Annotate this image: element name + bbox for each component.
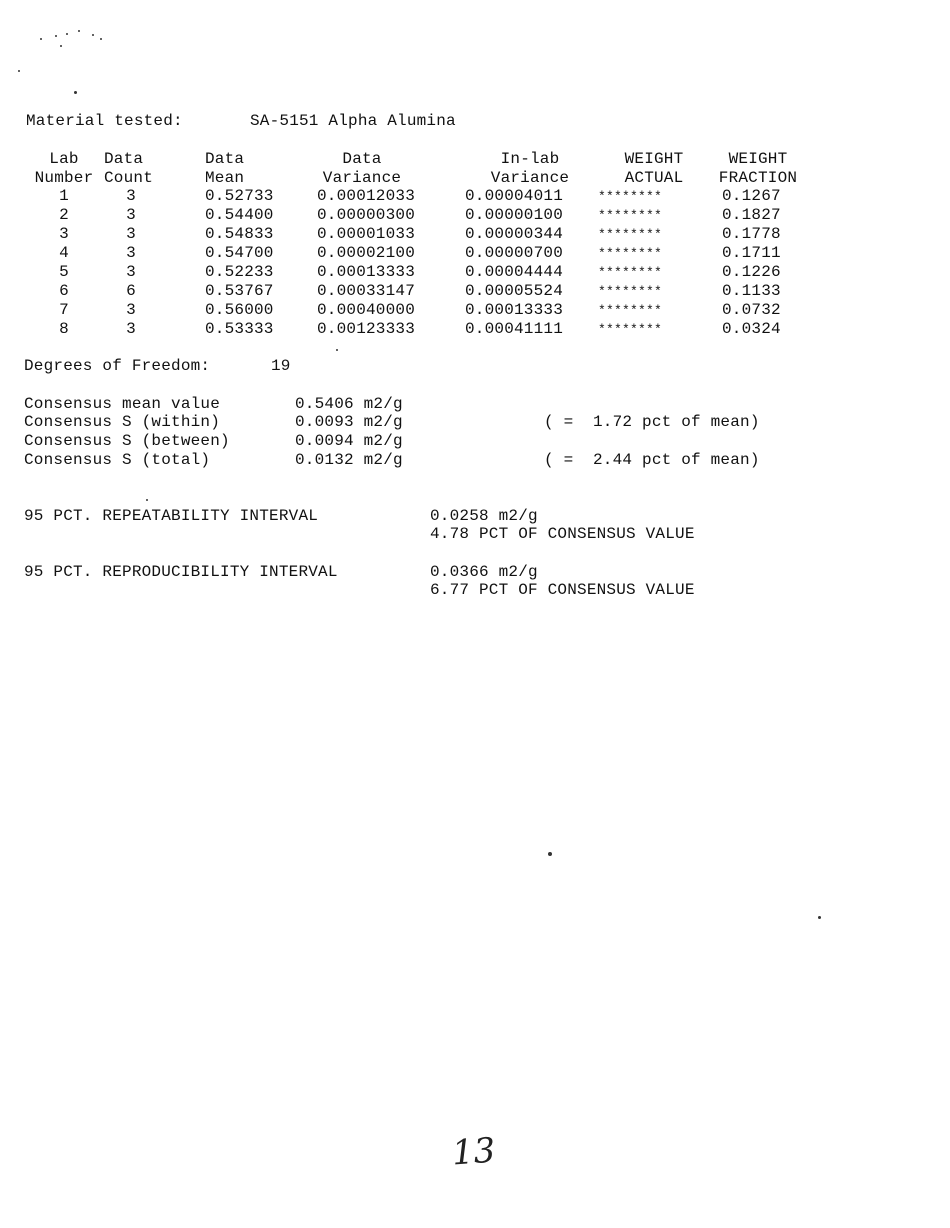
scan-speck xyxy=(548,852,552,856)
cell-inlab-variance: 0.00000100 xyxy=(465,206,564,224)
header-variance-1: Data xyxy=(342,150,382,168)
scan-speck xyxy=(40,38,42,40)
header-weight-actual-1: WEIGHT xyxy=(624,150,684,168)
cell-mean: 0.56000 xyxy=(205,301,274,319)
cell-weight-fraction: 0.1827 xyxy=(722,206,781,224)
cell-inlab-variance: 0.00000700 xyxy=(465,244,564,262)
consensus-label: Consensus S (between) xyxy=(24,432,230,450)
scan-speck xyxy=(92,34,94,36)
cell-variance: 0.00000300 xyxy=(317,206,416,224)
consensus-value: 0.5406 m2/g xyxy=(295,395,403,413)
cell-inlab-variance: 0.00013333 xyxy=(465,301,564,319)
cell-count: 6 xyxy=(126,282,136,300)
cell-inlab-variance: 0.00005524 xyxy=(465,282,564,300)
cell-count: 3 xyxy=(126,225,136,243)
consensus-label: Consensus S (total) xyxy=(24,451,211,469)
scan-speck xyxy=(55,35,57,37)
dof-value: 19 xyxy=(271,357,291,375)
cell-weight-actual: ******** xyxy=(598,227,663,242)
consensus-note: ( = 1.72 pct of mean) xyxy=(544,413,760,431)
header-lab-1: Lab xyxy=(49,150,79,168)
cell-inlab-variance: 0.00041111 xyxy=(465,320,564,338)
cell-lab: 3 xyxy=(59,225,69,243)
cell-variance: 0.00001033 xyxy=(317,225,416,243)
consensus-label: Consensus S (within) xyxy=(24,413,221,431)
cell-mean: 0.52733 xyxy=(205,187,274,205)
cell-weight-actual: ******** xyxy=(598,303,663,318)
cell-mean: 0.54700 xyxy=(205,244,274,262)
cell-lab: 1 xyxy=(59,187,69,205)
cell-mean: 0.54833 xyxy=(205,225,274,243)
cell-weight-actual: ******** xyxy=(598,322,663,337)
header-lab-2: Number xyxy=(34,169,94,187)
cell-mean: 0.52233 xyxy=(205,263,274,281)
scan-speck xyxy=(18,70,20,72)
page-number: 13 xyxy=(450,1130,497,1174)
cell-variance: 0.00033147 xyxy=(317,282,416,300)
header-mean-2: Mean xyxy=(205,169,245,187)
scan-speck xyxy=(78,30,80,32)
cell-weight-fraction: 0.1711 xyxy=(722,244,781,262)
header-weight-fraction-2: FRACTION xyxy=(718,169,798,187)
consensus-value: 0.0132 m2/g xyxy=(295,451,403,469)
cell-weight-actual: ******** xyxy=(598,246,663,261)
scan-speck xyxy=(60,45,62,47)
repeatability-value: 0.0258 m2/g xyxy=(430,507,538,525)
cell-variance: 0.00013333 xyxy=(317,263,416,281)
consensus-note: ( = 2.44 pct of mean) xyxy=(544,451,760,469)
cell-count: 3 xyxy=(126,301,136,319)
consensus-label: Consensus mean value xyxy=(24,395,221,413)
cell-weight-fraction: 0.1133 xyxy=(722,282,781,300)
header-weight-fraction-1: WEIGHT xyxy=(728,150,788,168)
cell-weight-fraction: 0.0732 xyxy=(722,301,781,319)
header-count-1: Data xyxy=(104,150,144,168)
cell-lab: 4 xyxy=(59,244,69,262)
dof-label: Degrees of Freedom: xyxy=(24,357,211,375)
cell-variance: 0.00002100 xyxy=(317,244,416,262)
cell-mean: 0.53767 xyxy=(205,282,274,300)
cell-weight-actual: ******** xyxy=(598,208,663,223)
cell-lab: 7 xyxy=(59,301,69,319)
cell-lab: 8 xyxy=(59,320,69,338)
cell-count: 3 xyxy=(126,206,136,224)
cell-count: 3 xyxy=(126,263,136,281)
scan-speck xyxy=(336,349,338,351)
scan-speck xyxy=(66,33,68,35)
header-inlab-2: Variance xyxy=(490,169,570,187)
material-value: SA-5151 Alpha Alumina xyxy=(250,112,456,130)
cell-variance: 0.00040000 xyxy=(317,301,416,319)
scan-speck xyxy=(818,916,821,919)
scan-speck xyxy=(100,38,102,40)
cell-count: 3 xyxy=(126,320,136,338)
cell-variance: 0.00012033 xyxy=(317,187,416,205)
header-mean-1: Data xyxy=(205,150,245,168)
consensus-value: 0.0093 m2/g xyxy=(295,413,403,431)
reproducibility-pct: 6.77 PCT OF CONSENSUS VALUE xyxy=(430,581,695,599)
cell-weight-fraction: 0.1267 xyxy=(722,187,781,205)
cell-count: 3 xyxy=(126,187,136,205)
scan-speck xyxy=(74,91,77,94)
cell-lab: 2 xyxy=(59,206,69,224)
cell-variance: 0.00123333 xyxy=(317,320,416,338)
header-variance-2: Variance xyxy=(322,169,402,187)
material-label: Material tested: xyxy=(26,112,183,130)
repeatability-label: 95 PCT. REPEATABILITY INTERVAL xyxy=(24,507,319,525)
reproducibility-value: 0.0366 m2/g xyxy=(430,563,538,581)
cell-mean: 0.53333 xyxy=(205,320,274,338)
cell-mean: 0.54400 xyxy=(205,206,274,224)
consensus-value: 0.0094 m2/g xyxy=(295,432,403,450)
header-count-2: Count xyxy=(104,169,154,187)
scan-speck xyxy=(146,499,148,501)
cell-inlab-variance: 0.00004444 xyxy=(465,263,564,281)
cell-lab: 6 xyxy=(59,282,69,300)
cell-weight-fraction: 0.1226 xyxy=(722,263,781,281)
cell-inlab-variance: 0.00004011 xyxy=(465,187,564,205)
repeatability-pct: 4.78 PCT OF CONSENSUS VALUE xyxy=(430,525,695,543)
cell-lab: 5 xyxy=(59,263,69,281)
header-inlab-1: In-lab xyxy=(500,150,560,168)
cell-weight-actual: ******** xyxy=(598,265,663,280)
cell-weight-actual: ******** xyxy=(598,189,663,204)
cell-count: 3 xyxy=(126,244,136,262)
cell-weight-fraction: 0.1778 xyxy=(722,225,781,243)
cell-inlab-variance: 0.00000344 xyxy=(465,225,564,243)
cell-weight-actual: ******** xyxy=(598,284,663,299)
header-weight-actual-2: ACTUAL xyxy=(624,169,684,187)
reproducibility-label: 95 PCT. REPRODUCIBILITY INTERVAL xyxy=(24,563,338,581)
cell-weight-fraction: 0.0324 xyxy=(722,320,781,338)
